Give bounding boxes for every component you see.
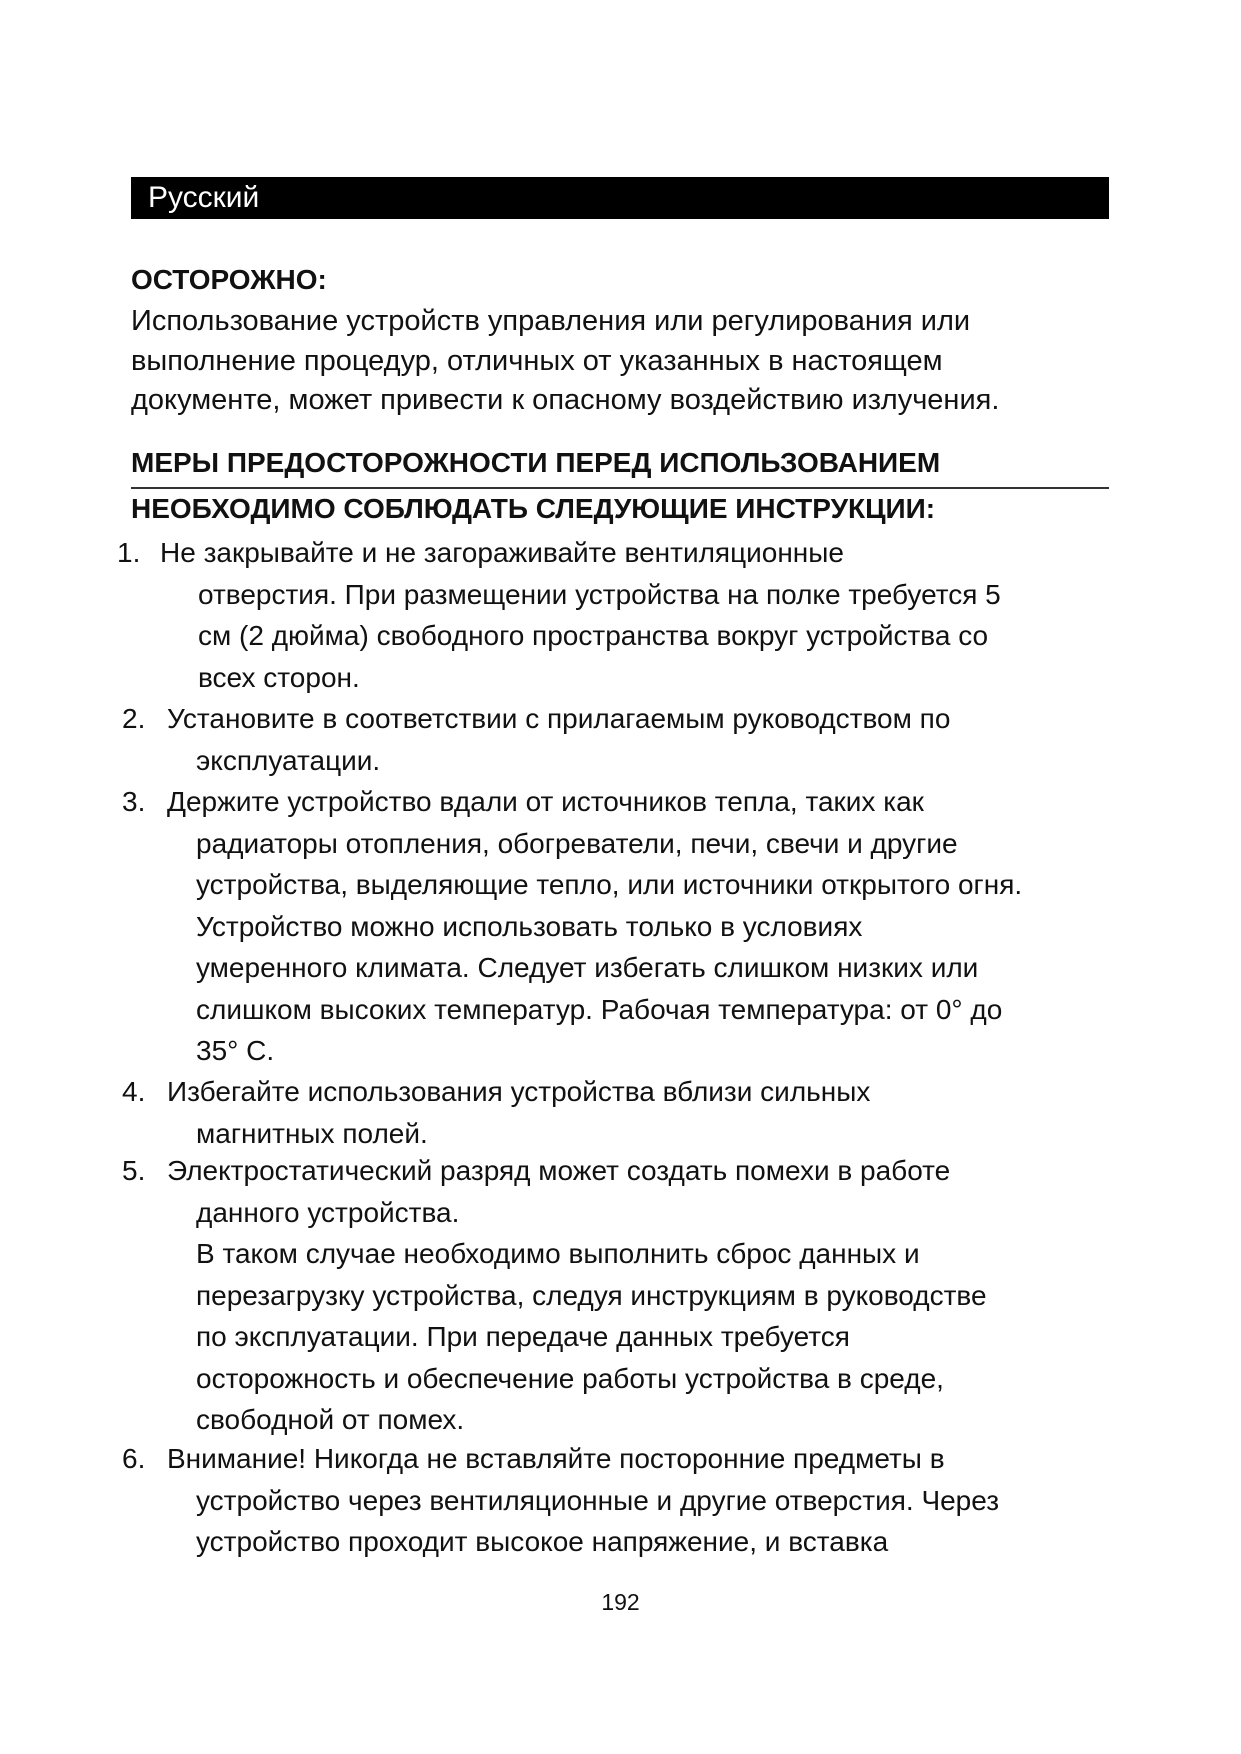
list-item-continuation [196, 823, 1022, 1072]
caution-text [131, 302, 1131, 421]
list-item-continuation [196, 1113, 428, 1155]
list-item-line: см (2 дюйма) свободного пространства вокруг устройства со [198, 620, 989, 651]
language-label: Русский [131, 177, 1109, 219]
list-item-line: данного устройства. [196, 1196, 460, 1228]
list-item-line: магнитных полей. [196, 1117, 428, 1149]
list-item-text: Электростатический разряд может создать помехи в работе [167, 1155, 951, 1186]
list-item-line: свободной от помех. [196, 1404, 465, 1435]
list-item-text: Избегайте использования устройства вблизи сильных [167, 1076, 871, 1107]
list-item-line: радиаторы отопления, обогреватели, печи, свечи и другие [196, 827, 958, 859]
list-item-continuation [196, 1192, 987, 1441]
list-item-number: 4. [122, 1076, 146, 1107]
precautions-title: МЕРЫ ПРЕДОСТОРОЖНОСТИ ПЕРЕД ИСПОЛЬЗОВАНИЕМ [131, 447, 941, 478]
caution-line: документе, может привести к опасному воздействию излучения. [131, 384, 1000, 416]
list-item-text: Внимание! Никогда не вставляйте посторонние предметы в [167, 1443, 945, 1474]
list-item-line: устройство через вентиляционные и другие отверстия. Через [196, 1484, 1000, 1516]
list-item-continuation [198, 574, 1001, 699]
page-number: 192 [601, 1589, 640, 1615]
list-item-line: отверстия. При размещении устройства на полке требуется 5 [198, 578, 1001, 610]
caution-line: выполнение процедур, отличных от указанных в настоящем [131, 344, 943, 377]
list-item-line: всех сторон. [198, 661, 360, 693]
list-item-line: В таком случае необходимо выполнить сброс данных и [196, 1238, 920, 1269]
list-item-line: умеренного климата. Следует избегать слишком низких или [196, 952, 979, 983]
list-item-number: 1. [117, 537, 141, 568]
caution-title: ОСТОРОЖНО: [131, 264, 327, 295]
list-item-continuation [196, 740, 380, 782]
list-item-line: 35° C. [196, 1035, 275, 1066]
list-item-line: осторожность и обеспечение работы устройства в среде, [196, 1362, 944, 1394]
instructions-title: НЕОБХОДИМО СОБЛЮДАТЬ СЛЕДУЮЩИЕ ИНСТРУКЦИИ: [131, 493, 936, 524]
list-item-number: 5. [122, 1155, 146, 1186]
list-item-text: Держите устройство вдали от источников тепла, таких как [167, 786, 924, 817]
list-item-number: 3. [122, 786, 146, 817]
list-item-text: Установите в соответствии с прилагаемым руководством по [167, 703, 951, 734]
list-item-text: Не закрывайте и не загораживайте вентиляционные [160, 537, 844, 568]
list-item-number: 2. [122, 703, 146, 734]
caution-line: Использование устройств управления или регулирования или [131, 305, 971, 337]
list-item-line: Устройство можно использовать только в условиях [196, 910, 863, 942]
list-item-line: устройства, выделяющие тепло, или источники открытого огня. [196, 869, 1023, 900]
list-item-line: эксплуатации. [196, 744, 381, 776]
section-divider [131, 487, 1109, 489]
list-item-line: слишком высоких температур. Рабочая температура: от 0° до [196, 993, 1003, 1025]
list-item-line: по эксплуатации. При передаче данных требуется [196, 1321, 850, 1352]
list-item-number: 6. [122, 1443, 146, 1474]
list-item-line: перезагрузку устройства, следуя инструкциям в руководстве [196, 1279, 987, 1311]
list-item-line: устройство проходит высокое напряжение, и вставка [196, 1526, 889, 1557]
list-item-continuation [196, 1480, 999, 1563]
